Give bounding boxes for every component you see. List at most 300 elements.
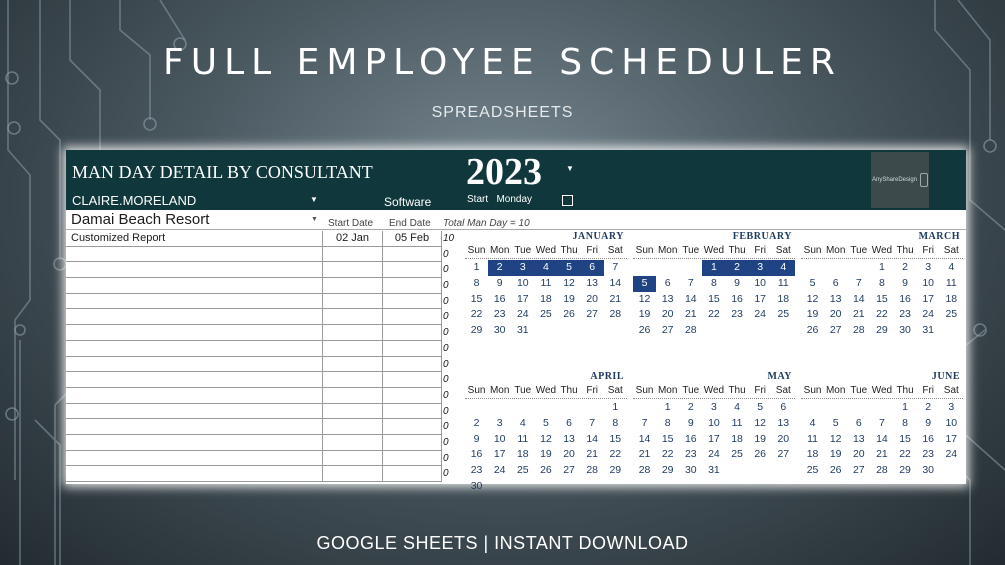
day-cell[interactable]: 18 xyxy=(777,292,790,305)
day-cell[interactable]: 3 xyxy=(948,401,955,413)
task-row[interactable] xyxy=(66,262,442,278)
scheduled-day-cell[interactable]: 1 xyxy=(702,260,725,276)
day-cell[interactable]: 9 xyxy=(734,276,740,289)
day-cell[interactable]: 17 xyxy=(493,448,506,461)
task-start-cell[interactable] xyxy=(322,451,382,466)
day-cell[interactable]: 7 xyxy=(879,416,885,429)
day-cell[interactable]: 9 xyxy=(687,416,694,429)
day-cell[interactable]: 4 xyxy=(519,416,526,429)
day-cell[interactable]: 27 xyxy=(563,464,575,477)
day-cell[interactable]: 19 xyxy=(829,448,842,461)
weekday-label: Fri xyxy=(586,385,599,396)
task-name-cell[interactable] xyxy=(71,262,321,277)
day-cell[interactable]: 23 xyxy=(684,448,697,461)
task-end-cell[interactable] xyxy=(382,451,442,466)
day-cell[interactable]: 28 xyxy=(638,464,651,477)
day-cell[interactable]: 3 xyxy=(496,416,503,429)
task-row[interactable] xyxy=(66,372,442,388)
task-end-cell[interactable] xyxy=(382,294,442,309)
scheduled-day-cell[interactable]: 4 xyxy=(772,260,795,276)
day-cell[interactable]: 24 xyxy=(945,448,958,461)
day-cell[interactable]: 15 xyxy=(661,432,674,445)
day-cell[interactable]: 6 xyxy=(780,401,787,413)
day-cell[interactable]: 22 xyxy=(708,308,720,321)
month-calendar xyxy=(801,231,963,363)
task-start-cell[interactable] xyxy=(322,262,382,277)
day-cell[interactable]: 12 xyxy=(754,416,767,429)
day-cell[interactable]: 19 xyxy=(540,448,552,461)
day-cell[interactable]: 17 xyxy=(922,292,935,305)
project-dropdown-caret-icon[interactable]: ▼ xyxy=(311,216,318,223)
day-cell[interactable]: 11 xyxy=(777,276,789,289)
task-end-cell[interactable] xyxy=(382,435,442,450)
day-cell[interactable]: 29 xyxy=(470,324,483,337)
task-name-cell[interactable] xyxy=(71,466,321,481)
man-day-column xyxy=(443,231,461,482)
day-cell[interactable]: 5 xyxy=(832,416,839,429)
day-cell[interactable]: 20 xyxy=(586,292,599,305)
week-start-checkbox[interactable] xyxy=(562,195,573,206)
task-end-cell[interactable] xyxy=(382,372,442,387)
consultant-selector[interactable]: CLAIRE.MORELAND xyxy=(72,193,197,208)
month-name: JANUARY xyxy=(572,231,624,242)
task-name-cell[interactable] xyxy=(71,309,321,324)
day-cell[interactable]: 10 xyxy=(516,276,529,289)
empty-day-cell xyxy=(679,260,702,276)
day-cell[interactable]: 29 xyxy=(609,464,622,477)
weekday-label: Sat xyxy=(775,245,791,256)
day-cell[interactable]: 23 xyxy=(493,308,506,321)
task-row[interactable] xyxy=(66,294,442,310)
day-cell[interactable]: 30 xyxy=(922,464,935,477)
day-cell[interactable]: 5 xyxy=(757,401,764,413)
task-row[interactable] xyxy=(66,388,442,404)
empty-day-cell xyxy=(558,400,581,416)
day-cell[interactable]: 1 xyxy=(902,401,908,413)
day-cell[interactable]: 15 xyxy=(470,292,483,305)
consultant-dropdown-caret-icon[interactable]: ▼ xyxy=(310,195,318,204)
task-end-cell[interactable] xyxy=(382,247,442,262)
day-cell[interactable]: 15 xyxy=(899,432,911,445)
task-start-cell[interactable] xyxy=(322,294,382,309)
task-start-cell[interactable] xyxy=(322,388,382,403)
task-name-cell[interactable] xyxy=(71,435,321,450)
task-days-cell: 0 xyxy=(443,311,449,323)
day-cell[interactable]: 4 xyxy=(948,261,955,273)
task-end-cell[interactable] xyxy=(382,309,442,324)
day-cell[interactable]: 25 xyxy=(731,448,743,461)
day-cell[interactable]: 19 xyxy=(638,308,651,321)
weekday-label: Tue xyxy=(850,245,868,256)
day-cell[interactable]: 23 xyxy=(922,448,935,461)
day-cell[interactable]: 29 xyxy=(899,464,911,477)
day-cell[interactable]: 31 xyxy=(708,464,720,477)
day-cell[interactable]: 30 xyxy=(470,479,483,492)
task-name-cell[interactable] xyxy=(71,294,321,309)
day-cell[interactable]: 9 xyxy=(496,276,503,289)
day-cell[interactable]: 31 xyxy=(516,324,529,337)
day-cell[interactable]: 30 xyxy=(899,324,911,337)
day-cell[interactable]: 7 xyxy=(612,261,619,273)
day-cell[interactable]: 9 xyxy=(925,416,932,429)
sheet-title: MAN DAY DETAIL BY CONSULTANT xyxy=(72,162,373,182)
task-start-cell[interactable] xyxy=(322,435,382,450)
day-cell[interactable]: 23 xyxy=(470,464,483,477)
day-cell[interactable]: 13 xyxy=(829,292,842,305)
day-cell[interactable]: 14 xyxy=(684,292,697,305)
day-cell[interactable]: 25 xyxy=(806,464,819,477)
day-cell[interactable]: 2 xyxy=(925,401,932,413)
day-cell[interactable]: 25 xyxy=(540,308,552,321)
day-cell[interactable]: 26 xyxy=(638,324,651,337)
day-cell[interactable]: 25 xyxy=(777,308,790,321)
empty-day-cell xyxy=(824,400,847,416)
day-cell[interactable]: 19 xyxy=(754,432,767,445)
scheduled-day-cell[interactable]: 6 xyxy=(581,260,604,276)
day-cell[interactable]: 10 xyxy=(922,276,935,289)
day-cell[interactable]: 7 xyxy=(589,416,596,429)
day-cell[interactable]: 21 xyxy=(684,308,697,321)
day-cell[interactable]: 27 xyxy=(777,448,790,461)
day-cell[interactable]: 10 xyxy=(945,416,958,429)
day-cell[interactable]: 7 xyxy=(855,276,862,289)
day-cell[interactable]: 15 xyxy=(876,292,888,305)
weekday-label: Sun xyxy=(467,385,486,396)
day-cell[interactable]: 8 xyxy=(711,276,717,289)
day-cell[interactable]: 29 xyxy=(661,464,674,477)
task-name-cell[interactable] xyxy=(71,404,321,419)
day-cell[interactable]: 13 xyxy=(661,292,674,305)
week-start-setting xyxy=(467,194,532,205)
day-cell[interactable]: 17 xyxy=(754,292,767,305)
weekday-label: Wed xyxy=(871,245,893,256)
day-cell[interactable]: 13 xyxy=(563,432,575,445)
day-cell[interactable]: 17 xyxy=(516,292,529,305)
day-cell[interactable]: 12 xyxy=(806,292,819,305)
weekday-label: Tue xyxy=(514,385,532,396)
day-cell[interactable]: 11 xyxy=(731,416,743,429)
day-cell[interactable]: 20 xyxy=(661,308,674,321)
day-cell[interactable]: 2 xyxy=(687,401,694,413)
day-cell[interactable]: 24 xyxy=(922,308,935,321)
task-days-cell: 0 xyxy=(443,452,449,464)
day-cell[interactable]: 8 xyxy=(612,416,619,429)
task-row[interactable] xyxy=(66,247,442,263)
task-start-cell[interactable] xyxy=(322,404,382,419)
day-cell[interactable]: 8 xyxy=(473,276,480,289)
task-end-cell[interactable] xyxy=(382,466,442,481)
day-cell[interactable]: 4 xyxy=(809,416,816,429)
day-cell[interactable]: 16 xyxy=(493,292,506,305)
task-name-cell[interactable] xyxy=(71,325,321,340)
day-cell[interactable]: 30 xyxy=(684,464,697,477)
day-cell[interactable]: 28 xyxy=(609,308,622,321)
day-cell[interactable]: 18 xyxy=(945,292,958,305)
day-cell[interactable]: 10 xyxy=(493,432,506,445)
day-cell[interactable]: 23 xyxy=(899,308,911,321)
weekday-label: Wed xyxy=(535,245,557,256)
day-grid xyxy=(465,400,627,495)
task-end-cell[interactable]: 05 Feb xyxy=(382,231,442,246)
day-cell[interactable]: 27 xyxy=(852,464,865,477)
logo-text: AnyShareDesign xyxy=(871,177,918,183)
day-cell[interactable]: 4 xyxy=(734,401,740,413)
task-name-cell[interactable] xyxy=(71,419,321,434)
day-cell[interactable]: 14 xyxy=(586,432,599,445)
day-cell[interactable]: 26 xyxy=(829,464,842,477)
day-cell[interactable]: 20 xyxy=(777,432,790,445)
task-days-cell: 0 xyxy=(443,421,449,433)
weekday-label: Fri xyxy=(754,245,767,256)
day-cell[interactable]: 14 xyxy=(638,432,651,445)
task-row[interactable] xyxy=(66,419,442,435)
day-cell[interactable]: 21 xyxy=(638,448,651,461)
day-cell[interactable]: 18 xyxy=(806,448,819,461)
day-cell[interactable]: 28 xyxy=(852,324,865,337)
task-row[interactable] xyxy=(66,278,442,294)
task-row[interactable] xyxy=(66,309,442,325)
task-row[interactable] xyxy=(66,357,442,373)
day-cell[interactable]: 12 xyxy=(829,432,842,445)
day-cell[interactable]: 16 xyxy=(899,292,911,305)
task-row[interactable] xyxy=(66,231,442,247)
scheduled-day-cell[interactable]: 4 xyxy=(534,260,557,276)
day-cell[interactable]: 27 xyxy=(829,324,842,337)
weekday-header xyxy=(801,384,963,399)
day-cell[interactable]: 23 xyxy=(731,308,743,321)
task-start-cell[interactable] xyxy=(322,247,382,262)
task-name-cell[interactable] xyxy=(71,451,321,466)
empty-day-cell xyxy=(465,400,488,416)
day-cell[interactable]: 24 xyxy=(516,308,529,321)
day-cell[interactable]: 7 xyxy=(687,276,694,289)
day-cell[interactable]: 5 xyxy=(809,276,816,289)
brand-logo xyxy=(871,152,929,208)
day-cell[interactable]: 16 xyxy=(684,432,697,445)
day-cell[interactable]: 12 xyxy=(563,276,575,289)
day-cell[interactable]: 6 xyxy=(832,276,839,289)
empty-day-cell xyxy=(656,260,679,276)
day-cell[interactable]: 19 xyxy=(563,292,575,305)
day-cell[interactable]: 12 xyxy=(638,292,651,305)
day-cell[interactable]: 20 xyxy=(563,448,575,461)
day-cell[interactable]: 14 xyxy=(876,432,888,445)
task-end-cell[interactable] xyxy=(382,325,442,340)
task-end-cell[interactable] xyxy=(382,278,442,293)
day-cell[interactable]: 12 xyxy=(540,432,552,445)
day-cell[interactable]: 9 xyxy=(473,432,480,445)
day-cell[interactable]: 18 xyxy=(516,448,529,461)
day-cell[interactable]: 13 xyxy=(852,432,865,445)
scheduled-day-cell[interactable]: 2 xyxy=(726,260,749,276)
day-cell[interactable]: 21 xyxy=(609,292,622,305)
day-cell[interactable]: 26 xyxy=(754,448,767,461)
day-cell[interactable]: 8 xyxy=(879,276,885,289)
month-calendar xyxy=(801,371,963,503)
day-cell[interactable]: 3 xyxy=(711,401,717,413)
day-cell[interactable]: 21 xyxy=(586,448,599,461)
day-cell[interactable]: 11 xyxy=(540,276,552,289)
day-cell[interactable]: 21 xyxy=(876,448,888,461)
day-cell[interactable]: 30 xyxy=(493,324,506,337)
day-cell[interactable]: 27 xyxy=(661,324,674,337)
empty-day-cell xyxy=(633,260,656,276)
day-cell[interactable]: 17 xyxy=(708,432,720,445)
day-cell[interactable]: 11 xyxy=(807,432,819,445)
day-cell[interactable]: 20 xyxy=(852,448,865,461)
task-start-cell[interactable] xyxy=(322,325,382,340)
day-cell[interactable]: 6 xyxy=(664,276,671,289)
day-cell[interactable]: 18 xyxy=(540,292,552,305)
weekday-label: Sun xyxy=(635,245,654,256)
task-start-cell[interactable] xyxy=(322,357,382,372)
project-selector[interactable]: Damai Beach Resort xyxy=(71,211,210,228)
scheduled-day-cell[interactable]: 3 xyxy=(511,260,534,276)
day-cell[interactable]: 6 xyxy=(855,416,862,429)
task-row[interactable] xyxy=(66,325,442,341)
day-cell[interactable]: 9 xyxy=(902,276,908,289)
task-row[interactable] xyxy=(66,404,442,420)
day-cell[interactable]: 1 xyxy=(473,261,480,273)
day-cell[interactable]: 24 xyxy=(754,308,767,321)
day-cell[interactable]: 5 xyxy=(543,416,549,429)
day-grid xyxy=(801,400,963,479)
day-cell[interactable]: 14 xyxy=(852,292,865,305)
day-cell[interactable]: 25 xyxy=(516,464,529,477)
day-cell[interactable]: 15 xyxy=(609,432,622,445)
task-row[interactable] xyxy=(66,466,442,482)
empty-day-cell xyxy=(801,260,824,276)
empty-day-cell xyxy=(581,400,604,416)
day-cell[interactable]: 16 xyxy=(922,432,935,445)
day-cell[interactable]: 27 xyxy=(586,308,599,321)
scheduled-day-cell[interactable]: 5 xyxy=(633,276,656,292)
day-cell[interactable]: 22 xyxy=(470,308,483,321)
scheduled-day-cell[interactable]: 5 xyxy=(558,260,581,276)
day-cell[interactable]: 11 xyxy=(945,276,957,289)
weekday-label: Thu xyxy=(896,245,914,256)
task-name-cell[interactable] xyxy=(71,388,321,403)
day-cell[interactable]: 14 xyxy=(609,276,622,289)
day-cell[interactable]: 3 xyxy=(925,261,932,273)
day-cell[interactable]: 28 xyxy=(586,464,599,477)
day-cell[interactable]: 26 xyxy=(806,324,819,337)
weekday-label: Sat xyxy=(775,385,791,396)
day-cell[interactable]: 11 xyxy=(517,432,529,445)
day-cell[interactable]: 17 xyxy=(945,432,958,445)
day-cell[interactable]: 24 xyxy=(493,464,506,477)
day-cell[interactable]: 18 xyxy=(731,432,743,445)
day-cell[interactable]: 16 xyxy=(470,448,483,461)
task-days-cell: 0 xyxy=(443,405,449,417)
day-cell[interactable]: 22 xyxy=(609,448,622,461)
day-cell[interactable]: 15 xyxy=(708,292,720,305)
scheduled-day-cell[interactable]: 3 xyxy=(749,260,772,276)
day-cell[interactable]: 10 xyxy=(708,416,720,429)
day-cell[interactable]: 16 xyxy=(731,292,743,305)
task-days-cell: 0 xyxy=(443,436,449,448)
month-calendar xyxy=(465,231,627,363)
task-start-cell[interactable] xyxy=(322,466,382,481)
task-days-cell: 0 xyxy=(443,264,449,276)
day-cell[interactable]: 2 xyxy=(902,261,908,273)
task-end-cell[interactable] xyxy=(382,419,442,434)
day-cell[interactable]: 22 xyxy=(899,448,911,461)
year-selector[interactable]: 2023 xyxy=(466,151,542,193)
day-cell[interactable]: 8 xyxy=(664,416,671,429)
day-cell[interactable]: 31 xyxy=(922,324,935,337)
day-cell[interactable]: 28 xyxy=(876,464,888,477)
day-cell[interactable]: 21 xyxy=(852,308,865,321)
task-name-cell[interactable] xyxy=(71,247,321,262)
day-cell[interactable]: 1 xyxy=(612,401,619,413)
task-end-cell[interactable] xyxy=(382,357,442,372)
task-row[interactable] xyxy=(66,451,442,467)
day-grid xyxy=(465,260,627,339)
day-cell[interactable]: 8 xyxy=(902,416,908,429)
task-start-cell[interactable] xyxy=(322,278,382,293)
day-cell[interactable]: 26 xyxy=(540,464,552,477)
day-cell[interactable]: 22 xyxy=(661,448,674,461)
day-cell[interactable]: 26 xyxy=(563,308,575,321)
day-cell[interactable]: 13 xyxy=(777,416,790,429)
day-cell[interactable]: 2 xyxy=(473,416,480,429)
day-cell[interactable]: 10 xyxy=(754,276,767,289)
scheduled-day-cell[interactable]: 2 xyxy=(488,260,511,276)
day-cell[interactable]: 20 xyxy=(829,308,842,321)
day-cell[interactable]: 7 xyxy=(641,416,648,429)
task-start-cell[interactable] xyxy=(322,341,382,356)
task-name-cell[interactable] xyxy=(71,372,321,387)
task-start-cell[interactable] xyxy=(322,309,382,324)
task-name-cell[interactable] xyxy=(71,357,321,372)
task-end-cell[interactable] xyxy=(382,404,442,419)
task-name-cell[interactable] xyxy=(71,278,321,293)
empty-day-cell xyxy=(534,400,557,416)
task-start-cell[interactable] xyxy=(322,372,382,387)
task-start-cell[interactable] xyxy=(322,419,382,434)
day-cell[interactable]: 25 xyxy=(945,308,958,321)
weekday-label: Tue xyxy=(682,245,700,256)
start-value: Monday xyxy=(496,194,533,205)
weekday-label: Thu xyxy=(728,245,746,256)
task-end-cell[interactable] xyxy=(382,262,442,277)
task-end-cell[interactable] xyxy=(382,341,442,356)
weekday-label: Mon xyxy=(825,245,846,256)
day-cell[interactable]: 1 xyxy=(664,401,671,413)
day-cell[interactable]: 22 xyxy=(876,308,888,321)
day-cell[interactable]: 13 xyxy=(586,276,599,289)
empty-day-cell xyxy=(633,400,656,416)
day-cell[interactable]: 1 xyxy=(879,261,885,273)
weekday-label: Wed xyxy=(871,385,893,396)
task-start-cell[interactable]: 02 Jan xyxy=(322,231,382,246)
banner-title: FULL EMPLOYEE SCHEDULER xyxy=(163,42,842,83)
weekday-label: Fri xyxy=(586,245,599,256)
day-cell[interactable]: 19 xyxy=(806,308,819,321)
day-cell[interactable]: 29 xyxy=(876,324,888,337)
day-cell[interactable]: 6 xyxy=(566,416,572,429)
task-row[interactable] xyxy=(66,435,442,451)
task-name-cell[interactable] xyxy=(71,341,321,356)
year-dropdown-caret-icon[interactable]: ▼ xyxy=(566,164,574,173)
task-name-cell[interactable]: Customized Report xyxy=(71,232,166,244)
day-cell[interactable]: 28 xyxy=(684,324,697,337)
weekday-label: Mon xyxy=(489,385,510,396)
task-row[interactable] xyxy=(66,341,442,357)
task-end-cell[interactable] xyxy=(382,388,442,403)
day-cell[interactable]: 24 xyxy=(708,448,720,461)
